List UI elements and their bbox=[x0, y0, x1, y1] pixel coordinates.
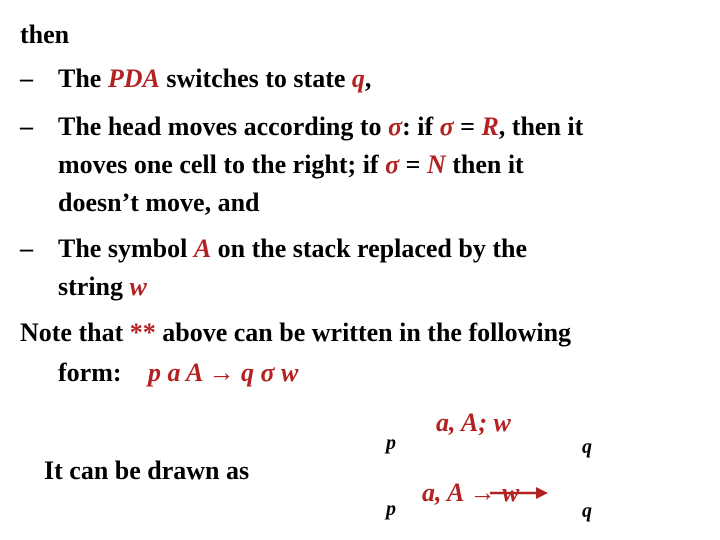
bullet-head-moves-cont2 bbox=[58, 188, 260, 218]
transition-label-bottom: a, A → w bbox=[422, 478, 520, 507]
bullet-text: = bbox=[399, 150, 427, 179]
bullet-head-moves-cont1 bbox=[58, 150, 524, 180]
bullet-head-moves bbox=[20, 112, 583, 142]
bullet-dash: – bbox=[20, 112, 33, 141]
bullet-text: string bbox=[58, 272, 130, 301]
note-form-line bbox=[58, 358, 298, 388]
r-symbol: R bbox=[481, 112, 499, 141]
bullet-text: , then it bbox=[498, 112, 584, 141]
n-symbol: N bbox=[426, 150, 446, 179]
note-line bbox=[20, 318, 571, 348]
note-text: form: bbox=[58, 358, 122, 387]
state-q-bottom: q bbox=[582, 500, 592, 522]
pda-term: PDA bbox=[107, 64, 160, 93]
string-w: w bbox=[129, 272, 147, 301]
diagram-caption: It can be drawn as bbox=[44, 456, 250, 485]
sigma-symbol: σ bbox=[388, 112, 403, 141]
state-p-top: p bbox=[386, 432, 396, 454]
bullet-text: switches to state bbox=[159, 64, 352, 93]
bullet-text: moves one cell to the right; if bbox=[58, 150, 386, 179]
text-line-then bbox=[20, 20, 69, 50]
transition-label-top: a, A; w bbox=[436, 408, 511, 437]
bullet-text: then it bbox=[445, 150, 524, 179]
state-q: q bbox=[351, 64, 365, 93]
state-p-bottom: p bbox=[386, 498, 396, 520]
state-q-top: q bbox=[582, 436, 592, 458]
bullet-text: on the stack replaced by the bbox=[211, 234, 528, 263]
bullet-text: The symbol bbox=[58, 234, 194, 263]
note-stars: ** bbox=[129, 318, 156, 347]
note-text: above can be written in the following bbox=[155, 318, 572, 347]
bullet-text: The head moves according to bbox=[58, 112, 389, 141]
then-text: then bbox=[20, 20, 70, 49]
bullet-dash: – bbox=[20, 234, 33, 263]
sigma-symbol: σ bbox=[439, 112, 454, 141]
bullet-symbol-replaced-cont bbox=[58, 272, 147, 302]
bullet-text: : if bbox=[402, 112, 440, 141]
bullet-dash: – bbox=[20, 64, 33, 93]
bullet-text: The bbox=[58, 64, 108, 93]
transition-arrow bbox=[490, 483, 550, 503]
bullet-text: , bbox=[364, 64, 372, 93]
bullet-text: doesn’t move, and bbox=[58, 188, 260, 217]
sigma-symbol: σ bbox=[385, 150, 400, 179]
stack-symbol-a: A bbox=[193, 234, 212, 263]
note-text: Note that bbox=[20, 318, 130, 347]
bullet-symbol-replaced bbox=[20, 234, 527, 264]
transition-formula: p a A → q σ w bbox=[148, 358, 299, 387]
bullet-text: = bbox=[453, 112, 482, 141]
bullet-pda-switches bbox=[20, 64, 371, 94]
